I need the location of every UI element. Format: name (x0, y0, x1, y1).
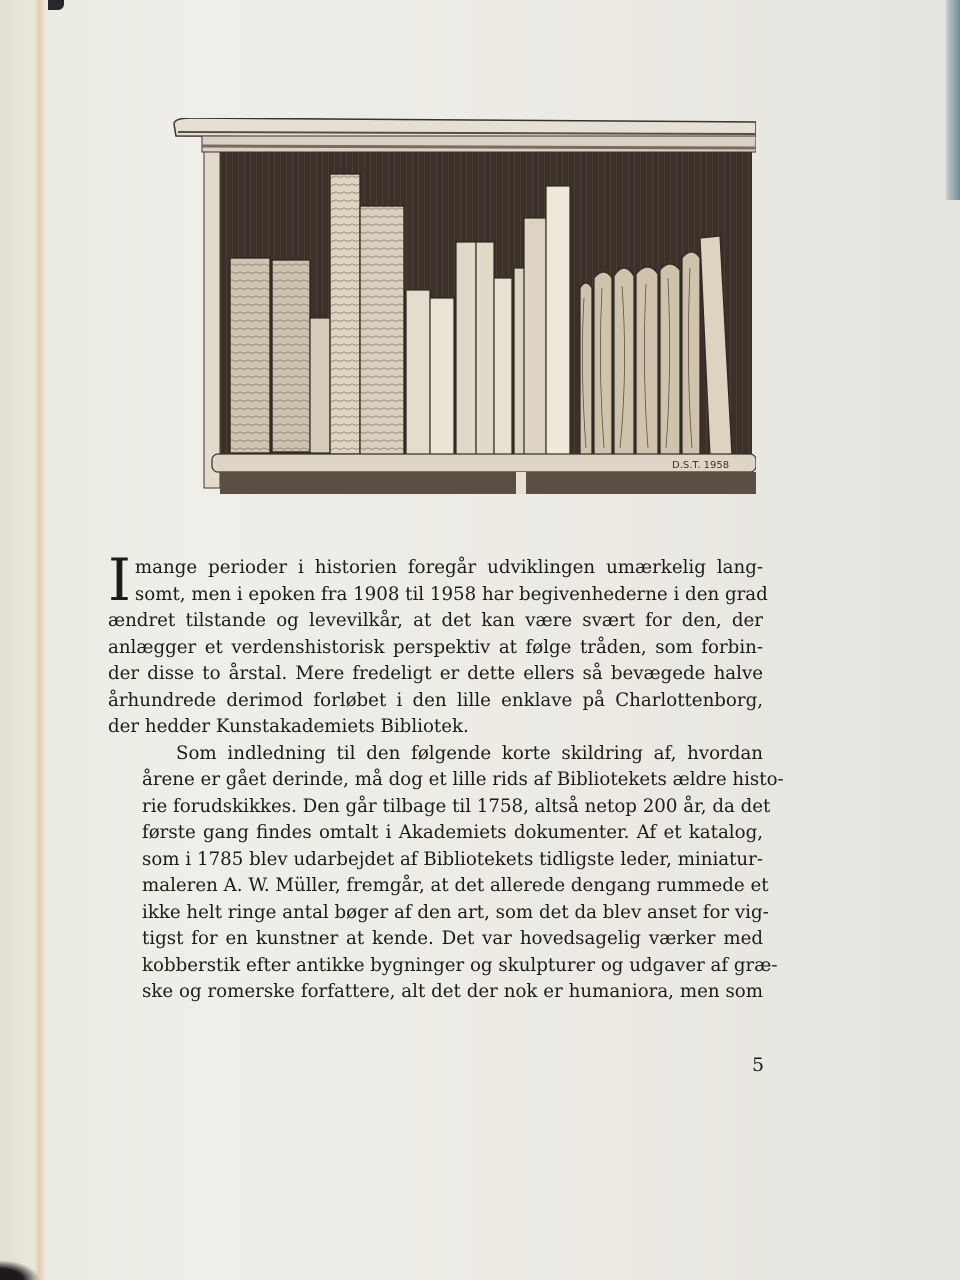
book-cover-corner (48, 0, 64, 10)
text-line: anlægger et verdenshistorisk perspektiv at følge tråden, som forbin- (108, 636, 763, 658)
page-number: 5 (752, 1054, 765, 1076)
text-line: ændret tilstande og levevilkår, at det kan være svært for den, der (108, 610, 763, 631)
text-line: tigst for en kunstner at kende. Det var hovedsagelig værker med (142, 928, 763, 949)
paragraph-2 (108, 741, 784, 1006)
text-line: ikke helt ringe antal bøger af den art, som det da blev anset for vig- (142, 901, 769, 923)
left-page-edge (0, 0, 36, 1280)
bookshelf-illustration (172, 118, 756, 498)
text-line: kobberstik efter antikke bygninger og skulpturer og udgaver af græ- (142, 954, 778, 976)
text-line: rie forudskikkes. Den går tilbage til 1758, altså netop 200 år, da det (142, 795, 771, 817)
text-line: Som indledning til den følgende korte skildring af, hvordan (176, 742, 763, 764)
bookshelf-etching-icon (172, 118, 756, 498)
book-gutter (34, 0, 46, 1280)
text-line: maleren A. W. Müller, fremgår, at det allerede dengang rummede et (142, 875, 769, 896)
paragraph-1 (108, 546, 768, 741)
illustration-signature: D.S.T. 1958 (672, 460, 730, 471)
text-line: der disse to årstal. Mere fredeligt er dette ellers så bevægede halve (108, 663, 763, 684)
text-line: der hedder Kunstakademiets Bibliotek. (108, 716, 469, 737)
text-line: første gang findes omtalt i Akademiets dokumenter. Af et katalog, (142, 822, 763, 843)
book-cover-shadow (0, 1260, 40, 1280)
text-line: som i 1785 blev udarbejdet af Bibliotekets tidligste leder, miniatur- (142, 848, 763, 870)
text-line: somt, men i epoken fra 1908 til 1958 har begivenhederne i den grad (134, 583, 768, 605)
text-line: mange perioder i historien foregår udviklingen umærkelig lang- (134, 557, 763, 578)
drop-cap: I (108, 546, 131, 614)
text-line: århundrede derimod forløbet i den lille enklave på Charlottenborg, (108, 689, 763, 711)
text-line: årene er gået derinde, må dog et lille rids af Bibliotekets ældre histo- (142, 769, 784, 790)
background-edge (946, 0, 960, 200)
body-text (108, 546, 784, 1006)
text-line: ske og romerske forfattere, alt det der nok er humaniora, men som (142, 981, 763, 1002)
